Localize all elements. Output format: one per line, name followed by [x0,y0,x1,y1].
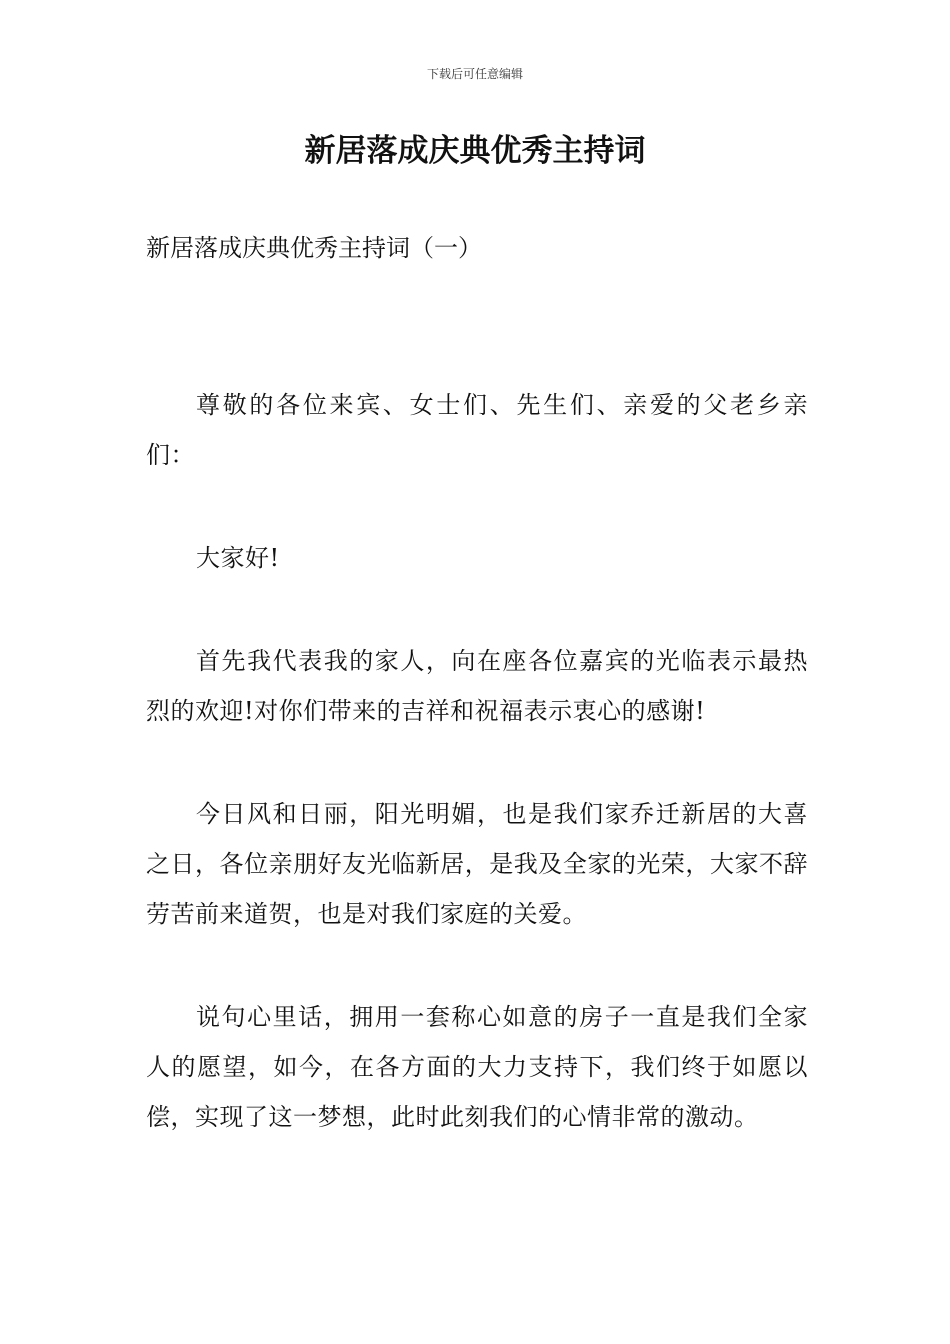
paragraph-wish: 说句心里话，拥用一套称心如意的房子一直是我们全家人的愿望，如今，在各方面的大力支持下，我们终于如愿以偿，实现了这一梦想，此时此刻我们的心情非常的激动。 [146,1003,808,1131]
paragraph-celebration: 今日风和日丽，阳光明媚，也是我们家乔迁新居的大喜之日，各位亲朋好友光临新居，是我及全家的光荣，大家不辞劳苦前来道贺，也是对我们家庭的关爱。 [146,800,808,928]
header-note: 下载后可任意编辑 [426,67,523,81]
paragraph-greeting: 尊敬的各位来宾、女士们、先生们、亲爱的父老乡亲们： [146,391,808,469]
document-title: 新居落成庆典优秀主持词 [304,133,646,169]
document-body [146,380,808,1195]
section-subtitle: 新居落成庆典优秀主持词（一） [146,234,482,262]
paragraph-welcome: 首先我代表我的家人，向在座各位嘉宾的光临表示最热烈的欢迎!对你们带来的吉祥和祝福表示衷心的感谢! [146,647,808,725]
paragraph-hello: 大家好! [196,544,280,572]
